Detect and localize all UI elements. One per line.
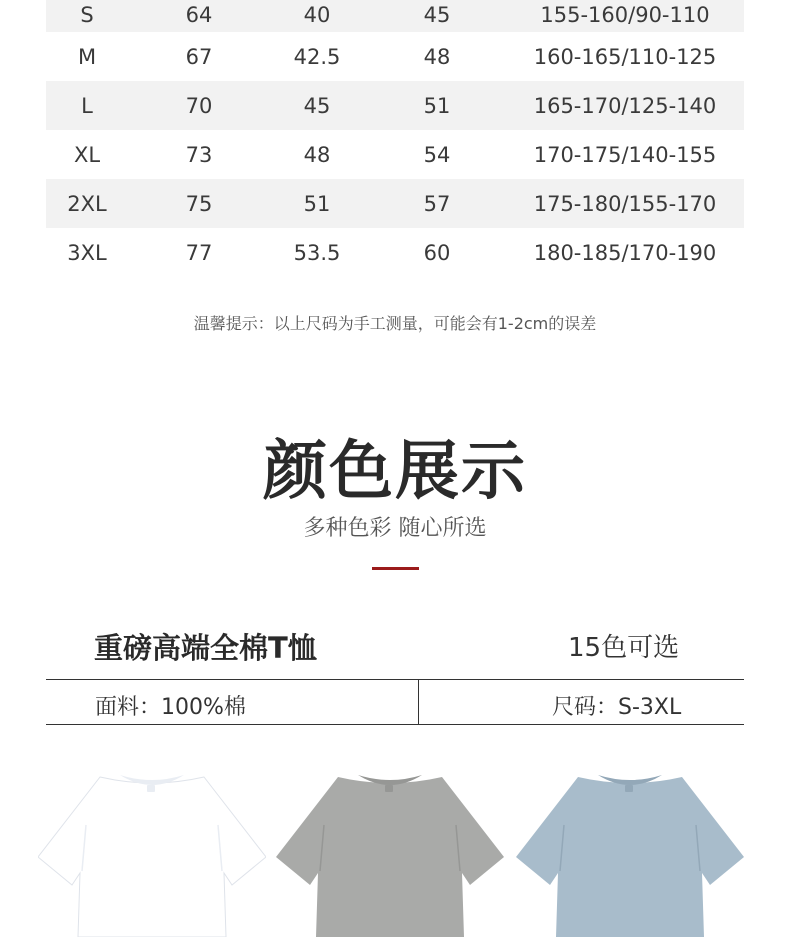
shoulder-value: 42.5 [293,44,341,69]
size-label: XL [73,142,101,167]
shoulder-value: 40 [303,3,331,27]
size-row-2xl [46,179,744,228]
chest-value: 48 [423,44,451,69]
product-name: 重磅高端全棉T恤 [94,631,317,665]
size-label: M [77,44,97,69]
product-spec-box [46,679,744,725]
chest-value: 60 [423,240,451,265]
size-label: L [81,93,93,118]
shoulder-value: 48 [303,142,331,167]
spec-divider [418,680,419,724]
size-row-xl [46,130,744,179]
length-value: 67 [185,44,213,69]
fabric-label: 面料：100%棉 [95,695,246,720]
shoulder-value: 51 [303,191,331,216]
size-row-s [46,0,744,32]
length-value: 73 [185,142,213,167]
fit-range-value: 180-185/170-190 [533,240,717,265]
tshirt-light-blue [516,773,744,937]
size-table [46,0,744,277]
size-row-m [46,32,744,81]
measurement-tip: 温馨提示：以上尺码为手工测量，可能会有1-2cm的误差 [193,314,597,333]
fit-range-value: 160-165/110-125 [533,44,717,69]
size-range-label: 尺码：S-3XL [552,695,682,720]
length-value: 77 [185,240,213,265]
size-label: 2XL [67,191,107,216]
length-value: 70 [185,93,213,118]
fit-range-value: 155-160/90-110 [540,3,710,27]
shoulder-value: 53.5 [293,240,341,265]
fit-range-value: 170-175/140-155 [533,142,717,167]
chest-value: 54 [423,142,451,167]
fit-range-value: 175-180/155-170 [533,191,717,216]
colors-available: 15色可选 [568,633,680,663]
size-row-l [46,81,744,130]
tshirt-gray [276,773,504,937]
chest-value: 51 [423,93,451,118]
shoulder-value: 45 [303,93,331,118]
fit-range-value: 165-170/125-140 [533,93,717,118]
chest-value: 57 [423,191,451,216]
section-title: 颜色展示 [263,435,527,509]
length-value: 75 [185,191,213,216]
section-subtitle: 多种色彩 随心所选 [303,516,487,541]
tshirt-white [38,773,266,937]
length-value: 64 [185,3,213,27]
size-label: S [80,3,94,27]
chest-value: 45 [423,3,451,27]
size-label: 3XL [67,240,107,265]
size-row-3xl [46,228,744,277]
accent-divider [372,567,419,570]
